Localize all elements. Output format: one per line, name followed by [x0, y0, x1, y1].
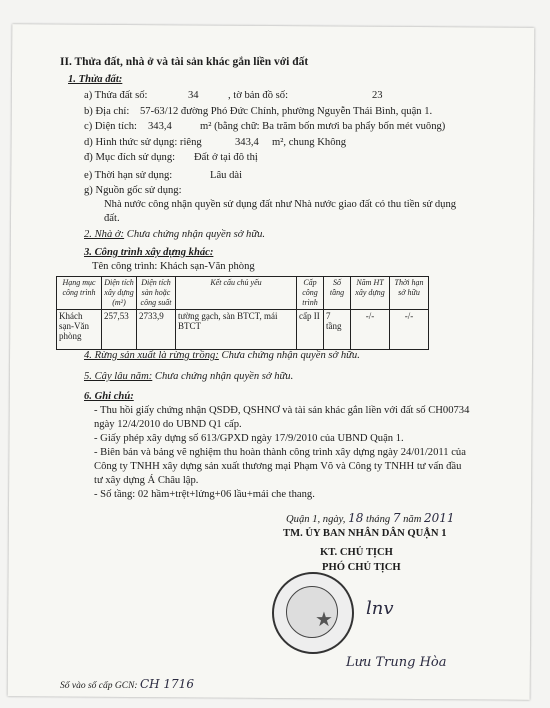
map-sheet-value: 23 — [372, 90, 383, 101]
cell-grade: cấp II — [297, 310, 324, 350]
month-prefix: tháng — [366, 514, 391, 525]
note-line: tư xây dựng Á Châu lập. — [94, 475, 199, 486]
construction-name-label: Tên công trình: — [92, 261, 158, 272]
cell-ownership-term: -/- — [390, 310, 429, 350]
map-sheet-label: , tờ bản đồ số: — [228, 90, 289, 101]
note-line: - Giấy phép xây dựng số 613/GPXD ngày 17/9/2010 của UBND Quận 1. — [94, 433, 404, 444]
perennial-value: Chưa chứng nhận quyền sở hữu. — [154, 371, 294, 382]
forest-label: 4. Rừng sản xuất là rừng trồng: — [84, 350, 219, 361]
signing-date: Quận 1, ngày, 18 tháng 7 năm 2011 — [286, 511, 455, 525]
col-header-grade: Cấp công trình — [297, 277, 324, 310]
serial-number — [60, 678, 194, 692]
col-header-build-area: Diện tích xây dựng (m²) — [102, 277, 137, 310]
address-value: 57-63/12 đường Phó Đức Chính, phường Nguyễn Thái Bình, quận 1. — [140, 106, 433, 117]
usage-purpose-value: Đất ở tại đô thị — [194, 152, 258, 163]
date-year: 2011 — [424, 511, 455, 525]
perennial-label: 5. Cây lâu năm: — [84, 371, 153, 382]
construction-name-value: Khách sạn-Văn phòng — [159, 261, 255, 272]
table-header-row — [57, 277, 429, 310]
note-line: Công ty TNHH xây dựng sản xuất thương mại Phạm Võ và Công ty TNHH tư vấn đầu — [94, 461, 462, 472]
seal-emblem — [286, 586, 338, 638]
usage-term-label: e) Thời hạn sử dụng: — [84, 170, 173, 181]
note-line: ngày 12/4/2010 do UBND Q1 cấp. — [94, 419, 242, 430]
cell-structure: tường gạch, sàn BTCT, mái BTCT — [176, 310, 297, 350]
date-prefix: Quận 1, ngày — [286, 514, 343, 525]
forest-value: Chưa chứng nhận quyền sở hữu. — [221, 350, 360, 361]
table-row — [57, 310, 429, 350]
construction-heading: 3. Công trình xây dựng khác: — [84, 247, 214, 258]
cell-item: Khách sạn-Văn phòng — [57, 310, 102, 350]
construction-table — [56, 276, 429, 350]
col-header-ownership-term: Thời hạn sở hữu — [390, 277, 429, 310]
house-value: Chưa chứng nhận quyền sở hữu. — [126, 229, 266, 240]
col-header-year: Năm HT xây dựng — [351, 277, 390, 310]
signing-role: PHÓ CHỦ TỊCH — [322, 562, 401, 573]
serial-label: Số vào sổ cấp GCN: — [60, 681, 138, 691]
signing-org: TM. ỦY BAN NHÂN DÂN QUẬN 1 — [283, 528, 447, 539]
usage-form-label: d) Hình thức sử dụng: riêng — [84, 137, 202, 148]
land-heading: 1. Thửa đất: — [68, 74, 123, 85]
cell-build-area: 257,53 — [102, 310, 137, 350]
col-header-floor-area: Diện tích sàn hoặc công suất — [137, 277, 176, 310]
notes-heading: 6. Ghi chú: — [84, 391, 134, 402]
star-icon: ★ — [315, 609, 333, 631]
land-number-value: 34 — [188, 90, 199, 101]
cell-year: -/- — [351, 310, 390, 350]
area-label: c) Diện tích: — [84, 121, 137, 132]
address-label: b) Địa chỉ: — [84, 106, 130, 117]
date-month: 7 — [392, 511, 401, 525]
land-number-label: a) Thửa đất số: — [84, 90, 148, 101]
official-seal-icon — [272, 572, 354, 654]
note-line: - Biên bản và bảng vẽ nghiệm thu hoàn thành công trình xây dựng ngày 24/01/2011 của — [94, 447, 466, 458]
col-header-floors: Số tầng — [324, 277, 351, 310]
cell-floor-area: 2733,9 — [137, 310, 176, 350]
note-line: - Thu hồi giấy chứng nhận QSDĐ, QSHNƠ và tài sản khác gắn liền với đất số CH00734 — [94, 405, 470, 416]
col-header-structure: Kết cấu chủ yếu — [176, 277, 297, 310]
signer-name: Lưu Trung Hòa — [346, 655, 447, 670]
col-header-item: Hạng mục công trình — [57, 277, 102, 310]
date-day: 18 — [348, 511, 364, 525]
year-prefix: năm — [403, 514, 422, 525]
house-label: 2. Nhà ở: — [84, 229, 125, 240]
signing-kt: KT. CHỦ TỊCH — [320, 547, 393, 558]
area-unit-words: m² (bằng chữ: Ba trăm bốn mươi ba phẩy bốn mét vuông) — [200, 121, 446, 132]
serial-value: CH 1716 — [139, 677, 194, 691]
usage-term-value: Lâu dài — [210, 170, 243, 181]
usage-form-value: 343,4 — [235, 137, 259, 148]
usage-form-rest: m², chung Không — [272, 137, 347, 148]
initials-signature: lnv — [366, 598, 394, 619]
cell-floors: 7 tầng — [324, 310, 351, 350]
origin-label: g) Nguồn gốc sử dụng: — [84, 185, 182, 196]
origin-value-line1: Nhà nước công nhận quyền sử dụng đất như Nhà nước giao đất có thu tiền sử dụng — [104, 199, 457, 210]
note-line: - Số tầng: 02 hầm+trệt+lửng+06 lầu+mái che thang. — [94, 489, 315, 500]
origin-value-line2: đất. — [104, 213, 120, 224]
section-title: II. Thửa đất, nhà ở và tài sản khác gắn liền với đất — [60, 56, 309, 68]
area-value: 343,4 — [148, 121, 172, 132]
usage-purpose-label: đ) Mục đích sử dụng: — [84, 152, 176, 163]
